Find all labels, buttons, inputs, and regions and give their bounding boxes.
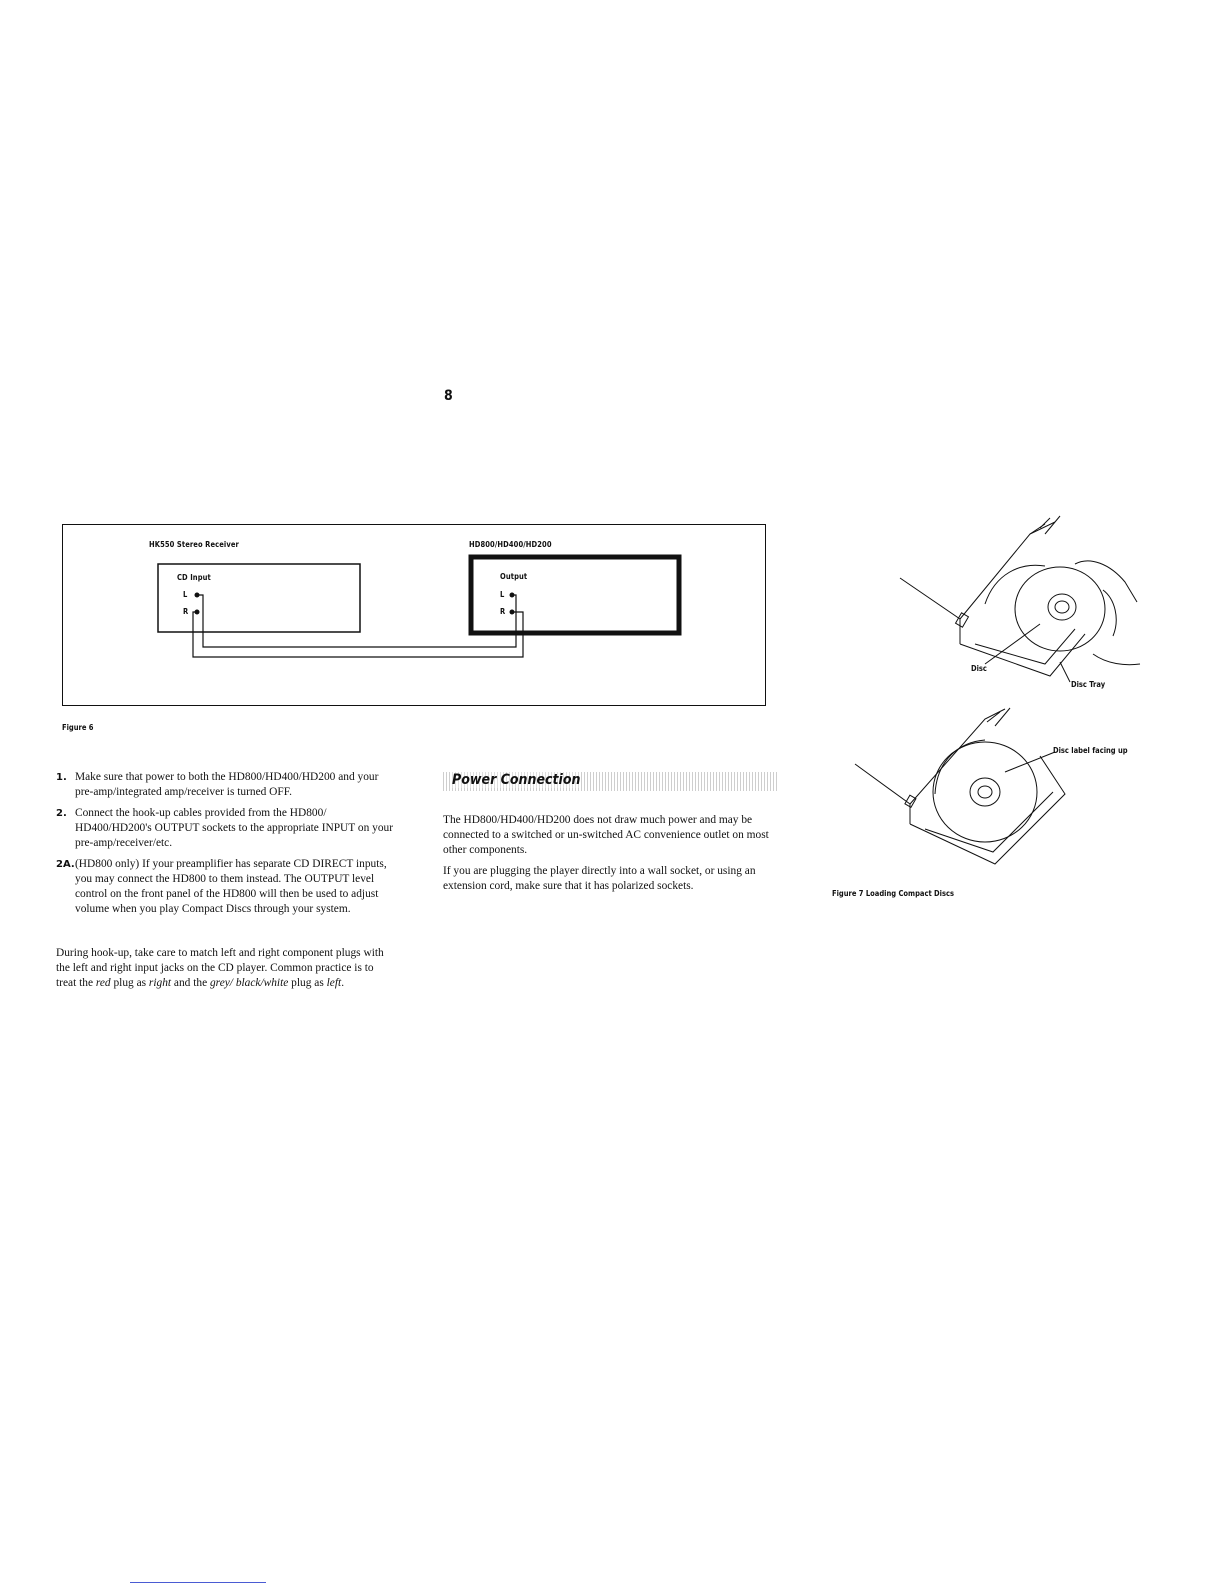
step-text: (HD800 only) If your preamplifier has separate CD DIRECT inputs, you may connect the HD800 to them instead. The OUTPUT level control on the front panel of the HD800 will then be used to adjust volume when you play Compact Discs through your system.: [75, 858, 387, 915]
hookup-text: .: [341, 977, 345, 989]
player-box-label: Output: [500, 572, 528, 581]
hookup-left: left: [326, 977, 342, 989]
hookup-red: red: [95, 977, 111, 989]
receiver-right-jack-label: R: [183, 607, 189, 616]
step-text: Connect the hook-up cables provided from the HD800/ HD400/HD200's OUTPUT sockets to the appropriate INPUT on your pre-amp/receiver/etc.: [75, 807, 394, 849]
page-number: 8: [444, 388, 453, 404]
step-text: Make sure that power to both the HD800/HD400/HD200 and your pre-amp/integrated amp/receiver is turned OFF.: [75, 771, 379, 798]
step-number: 2A.: [56, 859, 75, 870]
section-heading: Power Connection: [452, 772, 581, 788]
bottom-rule: [130, 1582, 266, 1583]
connection-diagram-graphic: [63, 525, 767, 707]
connection-diagram: [62, 524, 766, 706]
hookup-steps: [56, 770, 396, 923]
hookup-paragraph: [56, 946, 396, 991]
hookup-grey: grey/ black/white: [209, 977, 289, 989]
step-number: 2.: [56, 808, 67, 819]
power-paragraph: The HD800/HD400/HD200 does not draw much power and may be connected to a switched or un-switched AC convenience outlet on most other components.: [443, 814, 769, 856]
hookup-text: and the: [171, 977, 210, 989]
figure7-caption: Figure 7 Loading Compact Discs: [832, 889, 954, 898]
loading-discs-illustration: [845, 494, 1145, 874]
step-item: [56, 806, 396, 851]
figure6-caption: Figure 6: [62, 723, 94, 732]
step-item: [56, 857, 396, 917]
hookup-right: right: [148, 977, 172, 989]
player-title: HD800/HD400/HD200: [469, 540, 552, 549]
player-right-jack-label: R: [500, 607, 506, 616]
power-paragraph: If you are plugging the player directly into a wall socket, or using an extension cord, make sure that it has polarized sockets.: [443, 865, 756, 892]
disc-tray-label: Disc Tray: [1071, 680, 1106, 689]
player-left-jack-label: L: [500, 590, 505, 599]
hookup-text: plug as: [288, 977, 327, 989]
disc-label: Disc: [971, 664, 987, 673]
disc-label-facing-up: Disc label facing up: [1053, 746, 1128, 755]
hookup-text: plug as: [110, 977, 149, 989]
receiver-box-label: CD Input: [177, 573, 211, 582]
step-item: [56, 770, 396, 800]
receiver-left-jack-label: L: [183, 590, 188, 599]
step-number: 1.: [56, 772, 67, 783]
hookup-text: During hook-up, take care to match left and right component plugs with the left and right input jacks on the CD player. Common practice is to treat the: [56, 947, 384, 989]
receiver-title: HK550 Stereo Receiver: [149, 540, 239, 549]
power-section-body: [443, 813, 773, 900]
